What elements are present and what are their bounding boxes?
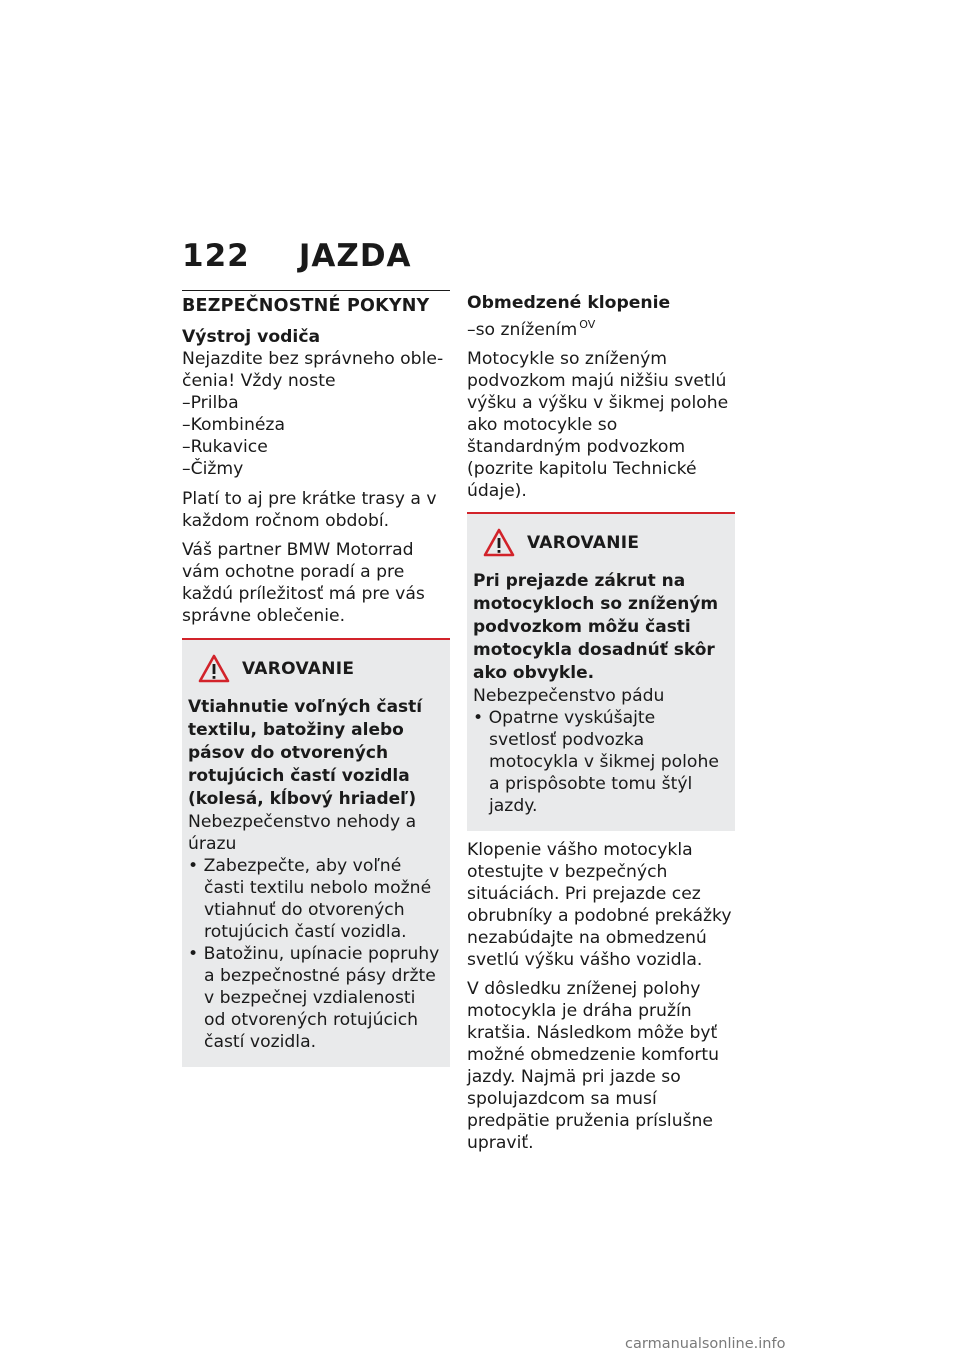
rider-gear-heading: Výstroj vodiča — [182, 327, 321, 347]
paragraph: Váš partner BMW Motorrad vám ochotne poradí a pre každú príležitosť má pre vás správne oblečenie. — [182, 540, 425, 626]
warning-box — [467, 512, 735, 831]
list-item: • Batožinu, upínacie popruhy a bezpečnostné pásy držte v bezpečnej vzdialenosti od otvorených rotujúcich častí vozidla. — [188, 943, 442, 1053]
list-item: • Opatrne vyskúšajte svetlosť podvozka motocykla v šikmej polohe a prispôsobte tomu štýl jazdy. — [473, 707, 727, 817]
watermark: carmanualsonline.info — [625, 1336, 786, 1352]
page-number: 122 — [182, 238, 250, 274]
chapter-title: JAZDA — [298, 238, 412, 274]
option-line: –so znížením $^{OV}$ — [467, 318, 596, 340]
section-title: BEZPEČNOSTNÉ POKYNY — [182, 290, 450, 317]
list-item: – Rukavice — [182, 436, 450, 458]
warning-header — [473, 528, 727, 558]
warning-actions — [188, 855, 442, 1053]
warning-hazard: Nebezpečenstvo pádu — [473, 686, 665, 706]
warning-title: VAROVANIE — [242, 659, 355, 679]
warning-title: VAROVANIE — [527, 533, 640, 553]
warning-header — [188, 654, 442, 684]
warning-actions — [473, 707, 727, 817]
list-item: – Čižmy — [182, 458, 450, 480]
warning-triangle-icon — [198, 654, 230, 684]
warning-triangle-icon — [483, 528, 515, 558]
list-item: • Zabezpečte, aby voľné časti textilu nebolo možné vtiahnuť do otvorených rotujúcich častí vozidla. — [188, 855, 442, 943]
lean-angle-heading: Obmedzené klopenie — [467, 293, 671, 313]
paragraph: Motocykle so zníženým podvozkom majú nižšiu svetlú výšku a výšku v šikmej polohe ako motocykle so štandardným podvozkom (pozrite kapitolu Technické údaje). — [467, 349, 729, 501]
paragraph: Platí to aj pre krátke trasy a v každom ročnom období. — [182, 489, 437, 531]
paragraph: Klopenie vášho motocykla otestujte v bezpečných situáciách. Pri prejazde cez obrubníky a podobné prekážky nezabúdajte na obmedzenú svetlú výšku vášho vozidla. — [467, 840, 732, 970]
warning-hazard: Nebezpečenstvo nehody a úrazu — [188, 812, 417, 854]
left-column — [182, 290, 450, 1067]
right-column — [467, 290, 735, 1161]
list-item: – Kombinéza — [182, 414, 450, 436]
warning-lead: Pri prejazde zákrut na motocykloch so zníženým podvozkom môžu časti motocykla dosadnúť skôr ako obvykle. — [473, 571, 719, 683]
option-marker: OV — [579, 318, 596, 331]
page-header — [182, 238, 412, 274]
list-item: – Prilba — [182, 392, 450, 414]
warning-box — [182, 638, 450, 1067]
gear-list — [182, 392, 450, 480]
warning-lead: Vtiahnutie voľných častí textilu, batožiny alebo pásov do otvorených rotujúcich častí vozidla (kolesá, kĺbový hriadeľ) — [188, 697, 423, 809]
paragraph: V dôsledku zníženej polohy motocykla je dráha pružín kratšia. Následkom môže byť možné obmedzenie komfortu jazdy. Najmä pri jazde so spolujazdcom sa musí predpätie pruženia príslušne upraviť. — [467, 979, 720, 1153]
gear-intro: Nejazdite bez správneho oblečenia! Vždy noste — [182, 349, 444, 391]
